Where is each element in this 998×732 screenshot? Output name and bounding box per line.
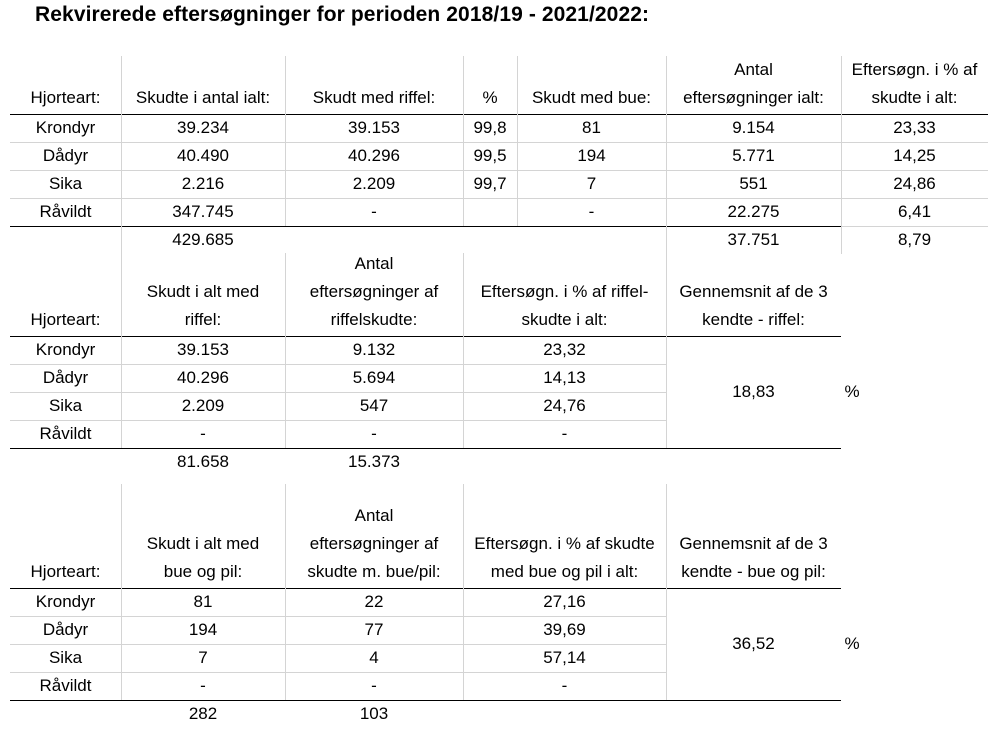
table2-cell: 5.694 <box>352 368 396 387</box>
table3-cell: Råvildt <box>39 676 92 695</box>
t1-header-3-line: % <box>482 88 498 107</box>
table3-header-4 <box>666 484 841 588</box>
t1-col-divider <box>841 56 842 254</box>
table2-header-3-line: Eftersøgn. i % af riffel- <box>480 282 649 301</box>
page-title: Rekvirerede eftersøgninger for perioden 2018/19 - 2021/2022: <box>35 3 650 26</box>
table2-total-cell: 81.658 <box>177 452 229 471</box>
table3-header-2-line: Antal <box>354 506 394 525</box>
table3-header-2 <box>285 484 463 588</box>
table2-cell: Råvildt <box>39 424 92 443</box>
t1-col-divider <box>463 56 464 226</box>
table3-col-divider <box>463 484 464 700</box>
table3-header-2-line: eftersøgninger af <box>309 534 439 553</box>
table2-header-2-line: Antal <box>354 254 394 273</box>
t1-header-6-line: Eftersøgn. i % af <box>851 60 978 79</box>
table2-header-4-line: Gennemsnit af de 3 <box>679 282 828 301</box>
t1-cell: Råvildt <box>39 202 92 221</box>
t1-cell: 40.490 <box>177 146 229 165</box>
t1-cell: Dådyr <box>42 146 89 165</box>
t1-cell: 81 <box>582 118 601 137</box>
table2-cell: Krondyr <box>35 340 96 359</box>
t1-cell: Sika <box>48 174 83 193</box>
t1-cell: 40.296 <box>348 146 400 165</box>
table3-cell: - <box>371 676 377 695</box>
table2-cell: 2.209 <box>181 396 225 415</box>
table2-cell: - <box>371 424 377 443</box>
table2-header-1 <box>121 253 285 336</box>
t1-total-cell: 8,79 <box>897 230 932 249</box>
t1-header-2-line: Skudt med riffel: <box>312 88 436 107</box>
table2-header-4-line: kendte - riffel: <box>702 310 805 329</box>
table3-header-3 <box>463 484 666 588</box>
t1-header-0 <box>10 56 121 114</box>
table2-header-2-line: eftersøgninger af <box>309 282 439 301</box>
table3-header-2-line: skudte m. bue/pil: <box>307 562 441 581</box>
table3-cell: 57,14 <box>543 648 586 667</box>
table2-cell: 40.296 <box>177 368 229 387</box>
table3-total-cell: 103 <box>359 704 389 723</box>
t1-header-5-line: eftersøgninger ialt: <box>683 88 824 107</box>
table3-cell: 22 <box>364 592 384 611</box>
table3-header-3-line: med bue og pil i alt: <box>490 562 639 581</box>
t1-cell: - <box>371 202 377 221</box>
t1-col-divider <box>517 56 518 226</box>
t1-cell: 39.153 <box>348 118 400 137</box>
table2-col-divider <box>285 253 286 448</box>
table2-cell: - <box>561 424 568 443</box>
table3-header-4-line: kendte - bue og pil: <box>681 562 826 581</box>
table3-percent-sign: % <box>844 634 860 653</box>
table3-cell: Krondyr <box>35 592 96 611</box>
table2-cell: 547 <box>359 396 389 415</box>
table2-header-3-line: skudte i alt: <box>521 310 608 329</box>
table2-cell: 14,13 <box>543 368 586 387</box>
table3-cell: 194 <box>188 620 218 639</box>
table2-header-4 <box>666 253 841 336</box>
t1-cell: - <box>588 202 595 221</box>
table3-cell: Sika <box>48 648 83 667</box>
t1-header-0-line: Hjorteart: <box>30 88 101 107</box>
t1-cell: 2.216 <box>181 174 225 193</box>
table2-cell: Dådyr <box>42 368 89 387</box>
table2-percent-sign: % <box>844 382 860 401</box>
table3-cell: 27,16 <box>543 592 586 611</box>
t1-col-divider <box>285 56 286 226</box>
table3-total-cell: 282 <box>188 704 218 723</box>
t1-header-6 <box>841 56 988 114</box>
t1-total-cell <box>517 226 666 254</box>
table3-header-1 <box>121 484 285 588</box>
t1-header-1-line: Skudte i antal ialt: <box>135 88 271 107</box>
t1-cell: 2.209 <box>352 174 396 193</box>
table3-total-cell <box>463 700 666 728</box>
table2-cell: 23,32 <box>543 340 586 359</box>
table3-header-3-line: Eftersøgn. i % af skudte <box>474 534 655 553</box>
table3-cell: 4 <box>369 648 379 667</box>
table2-header-0 <box>10 253 121 336</box>
t1-cell: 9.154 <box>732 118 775 137</box>
t1-cell: 39.234 <box>177 118 229 137</box>
table2-header-3 <box>463 253 666 336</box>
t1-total-cell: 37.751 <box>727 230 780 249</box>
t1-header-4-line: Skudt med bue: <box>531 88 652 107</box>
table3-col-divider <box>666 484 667 700</box>
table2-header-0-line: Hjorteart: <box>30 310 101 329</box>
t1-cell: 6,41 <box>897 202 932 221</box>
table3-header-1-line: bue og pil: <box>163 562 243 581</box>
t1-cell: 23,33 <box>893 118 936 137</box>
table3-header-0-line: Hjorteart: <box>30 562 101 581</box>
t1-cell: 24,86 <box>893 174 936 193</box>
table2-total-cell <box>463 448 666 476</box>
t1-total-cell <box>463 226 517 254</box>
table3-cell: 77 <box>364 620 384 639</box>
t1-cell: 551 <box>739 174 768 193</box>
t1-total-cell <box>10 226 121 254</box>
table2-col-divider <box>121 253 122 448</box>
t1-cell: 99,7 <box>473 174 507 193</box>
table3-cell: 81 <box>193 592 213 611</box>
table2-cell: 24,76 <box>543 396 586 415</box>
table2-cell: Sika <box>48 396 83 415</box>
table2-cell: 39.153 <box>177 340 229 359</box>
table2-header-2-line: riffelskudte: <box>330 310 418 329</box>
t1-cell: 99,8 <box>473 118 507 137</box>
table2-header-1-line: riffel: <box>184 310 222 329</box>
t1-header-4 <box>517 56 666 114</box>
table2-total-cell: 15.373 <box>348 452 400 471</box>
table2-col-divider <box>463 253 464 448</box>
t1-cell: 22.275 <box>727 202 780 221</box>
t1-cell: 99,5 <box>473 146 507 165</box>
table3-header-4-line: Gennemsnit af de 3 <box>679 534 828 553</box>
t1-total-cell: 429.685 <box>172 230 234 249</box>
t1-cell: 14,25 <box>893 146 936 165</box>
table3-cell: - <box>200 676 206 695</box>
table3-col-divider <box>121 484 122 700</box>
t1-cell: Krondyr <box>35 118 96 137</box>
t1-header-1 <box>121 56 285 114</box>
t1-header-6-line: skudte i alt: <box>871 88 958 107</box>
table3-total-cell <box>10 700 121 728</box>
table2-total-cell <box>10 448 121 476</box>
t1-col-divider <box>666 56 667 254</box>
table2-col-divider <box>666 253 667 448</box>
table2-cell: 9.132 <box>352 340 396 359</box>
t1-cell: 347.745 <box>172 202 234 221</box>
table2-header-2 <box>285 253 463 336</box>
t1-header-5-line: Antal <box>734 60 773 79</box>
t1-cell: 5.771 <box>732 146 775 165</box>
t1-header-2 <box>285 56 463 114</box>
table3-cell: Dådyr <box>42 620 89 639</box>
table2-header-1-line: Skudt i alt med <box>146 282 260 301</box>
t1-header-5 <box>666 56 841 114</box>
table3-cell: - <box>561 676 568 695</box>
t1-cell <box>463 198 517 226</box>
t1-col-divider <box>121 56 122 254</box>
table3-cell: 39,69 <box>543 620 586 639</box>
t1-header-3 <box>463 56 517 114</box>
table3-header-0 <box>10 484 121 588</box>
table3-average: 36,52 <box>732 634 775 653</box>
table3-cell: 7 <box>198 648 208 667</box>
table2-average: 18,83 <box>732 382 775 401</box>
t1-cell: 7 <box>586 174 597 193</box>
table3-col-divider <box>285 484 286 700</box>
table3-header-1-line: Skudt i alt med <box>146 534 260 553</box>
table2-cell: - <box>200 424 206 443</box>
t1-cell: 194 <box>577 146 606 165</box>
